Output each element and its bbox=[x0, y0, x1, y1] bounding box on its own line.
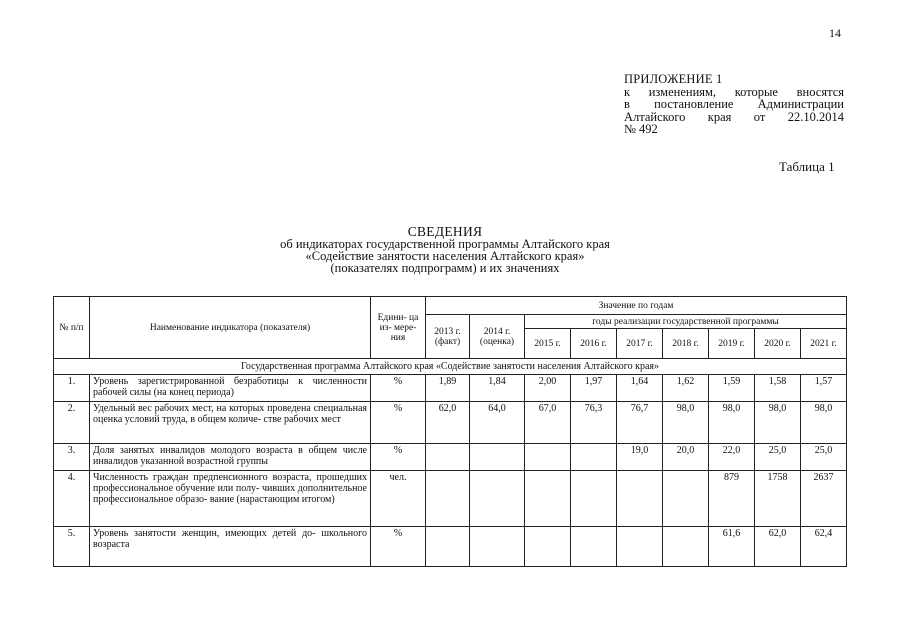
table-row bbox=[54, 402, 847, 444]
row-value: 25,0 bbox=[801, 444, 847, 471]
row-value bbox=[426, 471, 470, 527]
header-unit: Едини- ца из- мере- ния bbox=[371, 297, 426, 359]
appendix-block bbox=[624, 73, 844, 136]
row-value: 98,0 bbox=[663, 402, 709, 444]
table-row bbox=[54, 375, 847, 402]
header-2013: 2013 г. (факт) bbox=[426, 315, 470, 359]
header-name: Наименование индикатора (показателя) bbox=[90, 297, 371, 359]
row-value: 1,62 bbox=[663, 375, 709, 402]
row-value bbox=[571, 527, 617, 567]
row-value bbox=[525, 471, 571, 527]
row-value bbox=[470, 527, 525, 567]
appendix-title: ПРИЛОЖЕНИЕ 1 bbox=[624, 72, 723, 86]
row-value: 98,0 bbox=[801, 402, 847, 444]
section-title: Государственная программа Алтайского края «Содействие занятости населения Алтайского края» bbox=[54, 359, 847, 375]
row-value: 1,84 bbox=[470, 375, 525, 402]
header-2014: 2014 г. (оценка) bbox=[470, 315, 525, 359]
row-value bbox=[426, 527, 470, 567]
row-name: Уровень занятости женщин, имеющих детей до- школьного возраста bbox=[90, 527, 371, 567]
header-year: 2017 г. bbox=[617, 329, 663, 359]
row-value: 19,0 bbox=[617, 444, 663, 471]
table-label: Таблица 1 bbox=[779, 159, 835, 174]
indicators-table bbox=[53, 296, 847, 567]
table-row bbox=[54, 471, 847, 527]
title-line: «Содействие занятости населения Алтайского края» bbox=[305, 249, 585, 263]
row-unit: % bbox=[371, 375, 426, 402]
row-value bbox=[470, 471, 525, 527]
table-row bbox=[54, 527, 847, 567]
row-value bbox=[470, 444, 525, 471]
table-row bbox=[54, 444, 847, 471]
row-value: 62,0 bbox=[426, 402, 470, 444]
header-year: 2019 г. bbox=[709, 329, 755, 359]
row-unit: % bbox=[371, 527, 426, 567]
row-value: 1,58 bbox=[755, 375, 801, 402]
row-value: 67,0 bbox=[525, 402, 571, 444]
row-value: 76,3 bbox=[571, 402, 617, 444]
header-values: Значение по годам bbox=[426, 297, 847, 315]
header-program-years: годы реализации государственной программы bbox=[525, 315, 847, 329]
appendix-line: № 492 bbox=[624, 122, 658, 136]
row-unit: чел. bbox=[371, 471, 426, 527]
row-value: 1,59 bbox=[709, 375, 755, 402]
row-value: 25,0 bbox=[755, 444, 801, 471]
document-title bbox=[195, 226, 695, 274]
row-value bbox=[525, 444, 571, 471]
row-value bbox=[571, 444, 617, 471]
row-num: 1. bbox=[54, 375, 90, 402]
row-value: 1,57 bbox=[801, 375, 847, 402]
row-value: 20,0 bbox=[663, 444, 709, 471]
row-name: Удельный вес рабочих мест, на которых проведена специальная оценка условий труда, в общем количе- стве рабочих мест bbox=[90, 402, 371, 444]
row-value bbox=[617, 527, 663, 567]
row-value: 98,0 bbox=[755, 402, 801, 444]
row-value: 62,0 bbox=[755, 527, 801, 567]
row-value: 1,89 bbox=[426, 375, 470, 402]
header-num: № п/п bbox=[54, 297, 90, 359]
title-line: об индикаторах государственной программы Алтайского края bbox=[280, 237, 610, 251]
row-value: 1,97 bbox=[571, 375, 617, 402]
row-value: 61,6 bbox=[709, 527, 755, 567]
row-value: 62,4 bbox=[801, 527, 847, 567]
header-year: 2020 г. bbox=[755, 329, 801, 359]
row-value bbox=[426, 444, 470, 471]
row-value: 1,64 bbox=[617, 375, 663, 402]
row-name: Доля занятых инвалидов молодого возраста в общем числе инвалидов указанной возрастной группы bbox=[90, 444, 371, 471]
header-year: 2015 г. bbox=[525, 329, 571, 359]
header-year: 2016 г. bbox=[571, 329, 617, 359]
header-year: 2021 г. bbox=[801, 329, 847, 359]
row-value: 2637 bbox=[801, 471, 847, 527]
row-value bbox=[525, 527, 571, 567]
row-value: 879 bbox=[709, 471, 755, 527]
row-value: 64,0 bbox=[470, 402, 525, 444]
row-value: 1758 bbox=[755, 471, 801, 527]
row-value: 2,00 bbox=[525, 375, 571, 402]
appendix-line: Алтайского края от 22.10.2014 bbox=[624, 109, 844, 124]
row-num: 2. bbox=[54, 402, 90, 444]
row-value: 22,0 bbox=[709, 444, 755, 471]
title-line: СВЕДЕНИЯ bbox=[407, 224, 483, 239]
row-value bbox=[571, 471, 617, 527]
row-value: 98,0 bbox=[709, 402, 755, 444]
row-num: 4. bbox=[54, 471, 90, 527]
row-value bbox=[663, 471, 709, 527]
row-name: Уровень зарегистрированной безработицы к численности рабочей силы (на конец периода) bbox=[90, 375, 371, 402]
header-year: 2018 г. bbox=[663, 329, 709, 359]
row-num: 3. bbox=[54, 444, 90, 471]
appendix-line: в постановление Администрации bbox=[624, 97, 844, 111]
row-value bbox=[617, 471, 663, 527]
row-unit: % bbox=[371, 444, 426, 471]
row-name: Численность граждан предпенсионного возраста, прошедших профессиональное обучение или полу- чивших дополнительное профессиональное образо- вание (нарастающим итогом) bbox=[90, 471, 371, 527]
title-line: (показателях подпрограмм) и их значениях bbox=[330, 261, 560, 275]
page-number: 14 bbox=[829, 26, 841, 40]
row-unit: % bbox=[371, 402, 426, 444]
row-value: 76,7 bbox=[617, 402, 663, 444]
row-value bbox=[663, 527, 709, 567]
appendix-line: к изменениям, которые вносятся bbox=[624, 84, 844, 99]
row-num: 5. bbox=[54, 527, 90, 567]
